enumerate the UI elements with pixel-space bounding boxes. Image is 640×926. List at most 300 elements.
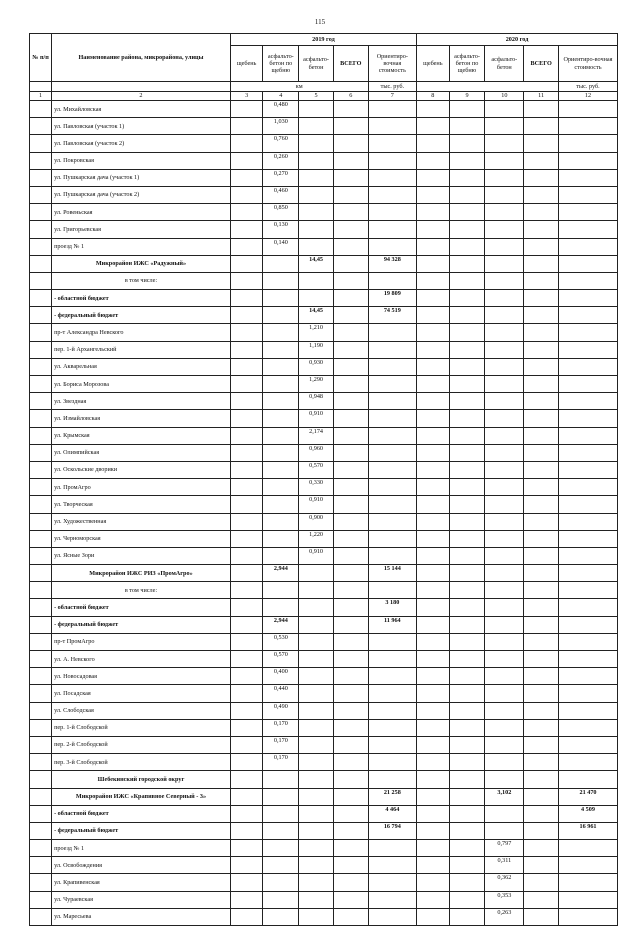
street-name: ул. Художественная [52, 513, 231, 530]
unit-km-2019: км [230, 82, 368, 92]
street-name: ул. Новосадовая [52, 668, 231, 685]
row-number [30, 135, 52, 152]
value-cell [417, 479, 450, 496]
value-cell [299, 616, 334, 633]
row-number [30, 908, 52, 925]
street-name: ул. Павловская (участок 2) [52, 135, 231, 152]
value-cell: 1,210 [299, 324, 334, 341]
value-cell [449, 169, 485, 186]
table-row [30, 822, 618, 839]
value-cell [449, 857, 485, 874]
value-cell [449, 427, 485, 444]
value-cell: 4 509 [558, 805, 617, 822]
value-cell [485, 255, 524, 272]
value-cell [368, 272, 416, 289]
value-cell [417, 461, 450, 478]
unit-km-2020 [417, 82, 559, 92]
value-cell [417, 599, 450, 616]
value-cell: 0,170 [263, 719, 299, 736]
row-number [30, 101, 52, 118]
value-cell [417, 857, 450, 874]
value-cell [485, 290, 524, 307]
value-cell [368, 376, 416, 393]
row-number [30, 771, 52, 788]
street-name: пр-т ПромАгро [52, 633, 231, 650]
value-cell [449, 840, 485, 857]
value-cell [558, 221, 617, 238]
value-cell [417, 668, 450, 685]
value-cell [333, 101, 368, 118]
value-cell [417, 169, 450, 186]
value-cell [558, 341, 617, 358]
value-cell [333, 238, 368, 255]
value-cell [449, 685, 485, 702]
value-cell [368, 479, 416, 496]
street-name: ул. Маресьева [52, 908, 231, 925]
value-cell: 0,263 [485, 908, 524, 925]
value-cell [333, 616, 368, 633]
value-cell [524, 221, 559, 238]
table-row [30, 376, 618, 393]
value-cell [299, 221, 334, 238]
row-number [30, 805, 52, 822]
value-cell [449, 410, 485, 427]
value-cell [417, 204, 450, 221]
value-cell [230, 651, 263, 668]
value-cell [558, 393, 617, 410]
table-row [30, 238, 618, 255]
road-works-table [29, 33, 618, 926]
row-number [30, 358, 52, 375]
street-name: в том числе: [52, 272, 231, 289]
table-row [30, 358, 618, 375]
value-cell [558, 118, 617, 135]
column-number: 10 [485, 92, 524, 101]
value-cell [230, 685, 263, 702]
value-cell [333, 393, 368, 410]
value-cell [417, 891, 450, 908]
row-number [30, 307, 52, 324]
value-cell [263, 840, 299, 857]
value-cell [449, 891, 485, 908]
value-cell [524, 376, 559, 393]
value-cell: 94 328 [368, 255, 416, 272]
table-row [30, 616, 618, 633]
value-cell [263, 908, 299, 925]
value-cell [558, 324, 617, 341]
value-cell [368, 118, 416, 135]
value-cell [230, 754, 263, 771]
value-cell [230, 633, 263, 650]
street-name: ул. Крымская [52, 427, 231, 444]
value-cell [558, 685, 617, 702]
value-cell: 11 964 [368, 616, 416, 633]
value-cell [368, 874, 416, 891]
value-cell [524, 496, 559, 513]
street-name: пер. 3-й Слободской [52, 754, 231, 771]
value-cell [299, 565, 334, 582]
row-number [30, 840, 52, 857]
table-row [30, 857, 618, 874]
value-cell [368, 221, 416, 238]
value-cell [333, 582, 368, 599]
row-number [30, 118, 52, 135]
table-row [30, 341, 618, 358]
value-cell [417, 427, 450, 444]
value-cell [417, 874, 450, 891]
value-cell [558, 857, 617, 874]
row-number [30, 324, 52, 341]
value-cell [333, 324, 368, 341]
value-cell [558, 874, 617, 891]
value-cell: 14,45 [299, 255, 334, 272]
value-cell [417, 771, 450, 788]
value-cell [333, 668, 368, 685]
value-cell [263, 547, 299, 564]
value-cell [263, 822, 299, 839]
header-gravel-2019: щебень [230, 46, 263, 82]
value-cell [524, 668, 559, 685]
value-cell: 16 794 [368, 822, 416, 839]
table-row [30, 479, 618, 496]
street-name: ул. Крапивенская [52, 874, 231, 891]
value-cell [299, 685, 334, 702]
row-number [30, 599, 52, 616]
table-row [30, 754, 618, 771]
value-cell [299, 204, 334, 221]
street-name: пер. 1-й Слободской [52, 719, 231, 736]
table-row [30, 668, 618, 685]
value-cell [230, 805, 263, 822]
value-cell [558, 152, 617, 169]
value-cell [263, 874, 299, 891]
value-cell [558, 891, 617, 908]
value-cell [417, 685, 450, 702]
street-name: пер. 1-й Архангельский [52, 341, 231, 358]
value-cell [230, 290, 263, 307]
value-cell [333, 341, 368, 358]
table-row [30, 771, 618, 788]
value-cell: 0,850 [263, 204, 299, 221]
value-cell [263, 427, 299, 444]
value-cell [485, 358, 524, 375]
street-name: ул. Звездная [52, 393, 231, 410]
value-cell [524, 788, 559, 805]
row-number [30, 169, 52, 186]
value-cell [524, 840, 559, 857]
row-number [30, 754, 52, 771]
value-cell [524, 547, 559, 564]
column-number: 11 [524, 92, 559, 101]
value-cell [299, 805, 334, 822]
value-cell: 0,460 [263, 186, 299, 203]
table-row [30, 599, 618, 616]
table-row [30, 444, 618, 461]
value-cell [230, 599, 263, 616]
column-number: 12 [558, 92, 617, 101]
value-cell [485, 479, 524, 496]
value-cell [333, 702, 368, 719]
value-cell [485, 118, 524, 135]
value-cell [485, 324, 524, 341]
row-number [30, 513, 52, 530]
value-cell [230, 204, 263, 221]
value-cell [368, 891, 416, 908]
value-cell [449, 908, 485, 925]
row-number [30, 857, 52, 874]
value-cell: 2,944 [263, 565, 299, 582]
value-cell [368, 496, 416, 513]
row-number [30, 616, 52, 633]
street-name: Шебекинский городской округ [52, 771, 231, 788]
value-cell [524, 393, 559, 410]
value-cell [299, 290, 334, 307]
value-cell [449, 496, 485, 513]
table-row [30, 204, 618, 221]
row-number [30, 221, 52, 238]
value-cell [230, 118, 263, 135]
value-cell: 0,490 [263, 702, 299, 719]
value-cell: 0,900 [299, 513, 334, 530]
value-cell [263, 788, 299, 805]
value-cell [449, 651, 485, 668]
value-cell [333, 736, 368, 753]
value-cell [558, 582, 617, 599]
value-cell: 4 464 [368, 805, 416, 822]
value-cell: 2,174 [299, 427, 334, 444]
value-cell [485, 376, 524, 393]
value-cell [558, 410, 617, 427]
value-cell [417, 101, 450, 118]
value-cell [263, 324, 299, 341]
street-name: ул. Павловская (участок 1) [52, 118, 231, 135]
header-total-2020: ВСЕГО [524, 46, 559, 82]
street-name: ул. Освобождения [52, 857, 231, 874]
value-cell [230, 461, 263, 478]
value-cell [524, 324, 559, 341]
value-cell [417, 341, 450, 358]
value-cell [417, 702, 450, 719]
value-cell [299, 169, 334, 186]
street-name: ул. ПромАгро [52, 479, 231, 496]
street-name: ул. Михайловская [52, 101, 231, 118]
value-cell [230, 135, 263, 152]
value-cell [485, 513, 524, 530]
value-cell [485, 496, 524, 513]
column-number: 4 [263, 92, 299, 101]
row-number [30, 410, 52, 427]
value-cell [449, 668, 485, 685]
street-name: - федеральный бюджет [52, 616, 231, 633]
row-number [30, 496, 52, 513]
row-number [30, 719, 52, 736]
value-cell [230, 822, 263, 839]
table-row [30, 393, 618, 410]
value-cell [449, 324, 485, 341]
value-cell [230, 221, 263, 238]
value-cell [485, 599, 524, 616]
value-cell [524, 822, 559, 839]
value-cell [263, 290, 299, 307]
column-number: 3 [230, 92, 263, 101]
value-cell [417, 822, 450, 839]
table-row [30, 461, 618, 478]
value-cell [333, 479, 368, 496]
value-cell [417, 565, 450, 582]
table-row [30, 324, 618, 341]
street-name: ул. Григорьевская [52, 221, 231, 238]
row-number [30, 633, 52, 650]
header-num: № п/п [30, 34, 52, 82]
value-cell [524, 341, 559, 358]
value-cell [299, 771, 334, 788]
column-number: 1 [30, 92, 52, 101]
unit-rub-2020: тыс. руб. [558, 82, 617, 92]
value-cell: 16 961 [558, 822, 617, 839]
value-cell [449, 530, 485, 547]
table-row [30, 272, 618, 289]
value-cell: 0,400 [263, 668, 299, 685]
value-cell [524, 135, 559, 152]
value-cell [333, 410, 368, 427]
value-cell [558, 461, 617, 478]
street-name: ул. Пушкарская дача (участок 1) [52, 169, 231, 186]
value-cell [230, 908, 263, 925]
value-cell: 14,45 [299, 307, 334, 324]
table-row [30, 788, 618, 805]
value-cell [417, 255, 450, 272]
header-cost-2020: Ориентиро-вочная стоимость [558, 46, 617, 82]
value-cell [524, 204, 559, 221]
value-cell: 0,330 [299, 479, 334, 496]
value-cell [368, 204, 416, 221]
street-name: - федеральный бюджет [52, 307, 231, 324]
row-number [30, 272, 52, 289]
value-cell [449, 565, 485, 582]
value-cell [558, 565, 617, 582]
value-cell [524, 118, 559, 135]
value-cell [263, 255, 299, 272]
value-cell [524, 633, 559, 650]
table-row [30, 169, 618, 186]
value-cell [299, 101, 334, 118]
value-cell [417, 805, 450, 822]
value-cell [368, 530, 416, 547]
street-name: ул. Ясные Зори [52, 547, 231, 564]
row-number [30, 702, 52, 719]
street-name: ул. Чураевская [52, 891, 231, 908]
value-cell [230, 272, 263, 289]
value-cell [524, 754, 559, 771]
value-cell [558, 101, 617, 118]
value-cell: 0,910 [299, 410, 334, 427]
value-cell [524, 513, 559, 530]
value-cell [524, 186, 559, 203]
table-row [30, 547, 618, 564]
value-cell [230, 186, 263, 203]
value-cell [449, 771, 485, 788]
value-cell [333, 272, 368, 289]
table-row [30, 118, 618, 135]
value-cell [333, 805, 368, 822]
value-cell [368, 101, 416, 118]
value-cell [230, 376, 263, 393]
value-cell [449, 444, 485, 461]
value-cell [524, 101, 559, 118]
value-cell [524, 444, 559, 461]
table-row [30, 805, 618, 822]
value-cell [299, 238, 334, 255]
value-cell [417, 393, 450, 410]
value-cell [299, 599, 334, 616]
value-cell [299, 186, 334, 203]
value-cell [368, 169, 416, 186]
value-cell [558, 702, 617, 719]
value-cell [230, 101, 263, 118]
value-cell [230, 324, 263, 341]
value-cell [449, 152, 485, 169]
value-cell [333, 169, 368, 186]
value-cell [485, 565, 524, 582]
row-number [30, 152, 52, 169]
value-cell [263, 771, 299, 788]
street-name: пер. 2-й Слободской [52, 736, 231, 753]
value-cell [524, 410, 559, 427]
value-cell [558, 272, 617, 289]
value-cell [263, 530, 299, 547]
value-cell [333, 685, 368, 702]
street-name: ул. Ровеньская [52, 204, 231, 221]
value-cell: 0,570 [299, 461, 334, 478]
table-row [30, 135, 618, 152]
value-cell: 0,760 [263, 135, 299, 152]
value-cell [485, 719, 524, 736]
value-cell [417, 444, 450, 461]
value-cell [558, 135, 617, 152]
row-number [30, 376, 52, 393]
value-cell [417, 410, 450, 427]
value-cell [449, 358, 485, 375]
value-cell [299, 891, 334, 908]
value-cell [485, 341, 524, 358]
value-cell [417, 547, 450, 564]
table-row [30, 410, 618, 427]
value-cell: 0,797 [485, 840, 524, 857]
street-name: ул. Творческая [52, 496, 231, 513]
value-cell [299, 857, 334, 874]
value-cell [230, 840, 263, 857]
value-cell [485, 547, 524, 564]
value-cell [299, 840, 334, 857]
value-cell [368, 410, 416, 427]
value-cell [230, 547, 263, 564]
value-cell [485, 822, 524, 839]
table-row [30, 513, 618, 530]
value-cell [485, 651, 524, 668]
value-cell [449, 186, 485, 203]
value-cell [485, 461, 524, 478]
header-total-2019: ВСЕГО [333, 46, 368, 82]
value-cell: 0,353 [485, 891, 524, 908]
value-cell [485, 272, 524, 289]
value-cell [524, 719, 559, 736]
value-cell [558, 496, 617, 513]
value-cell [449, 255, 485, 272]
table-row [30, 565, 618, 582]
value-cell [485, 204, 524, 221]
value-cell [230, 616, 263, 633]
value-cell [558, 513, 617, 530]
